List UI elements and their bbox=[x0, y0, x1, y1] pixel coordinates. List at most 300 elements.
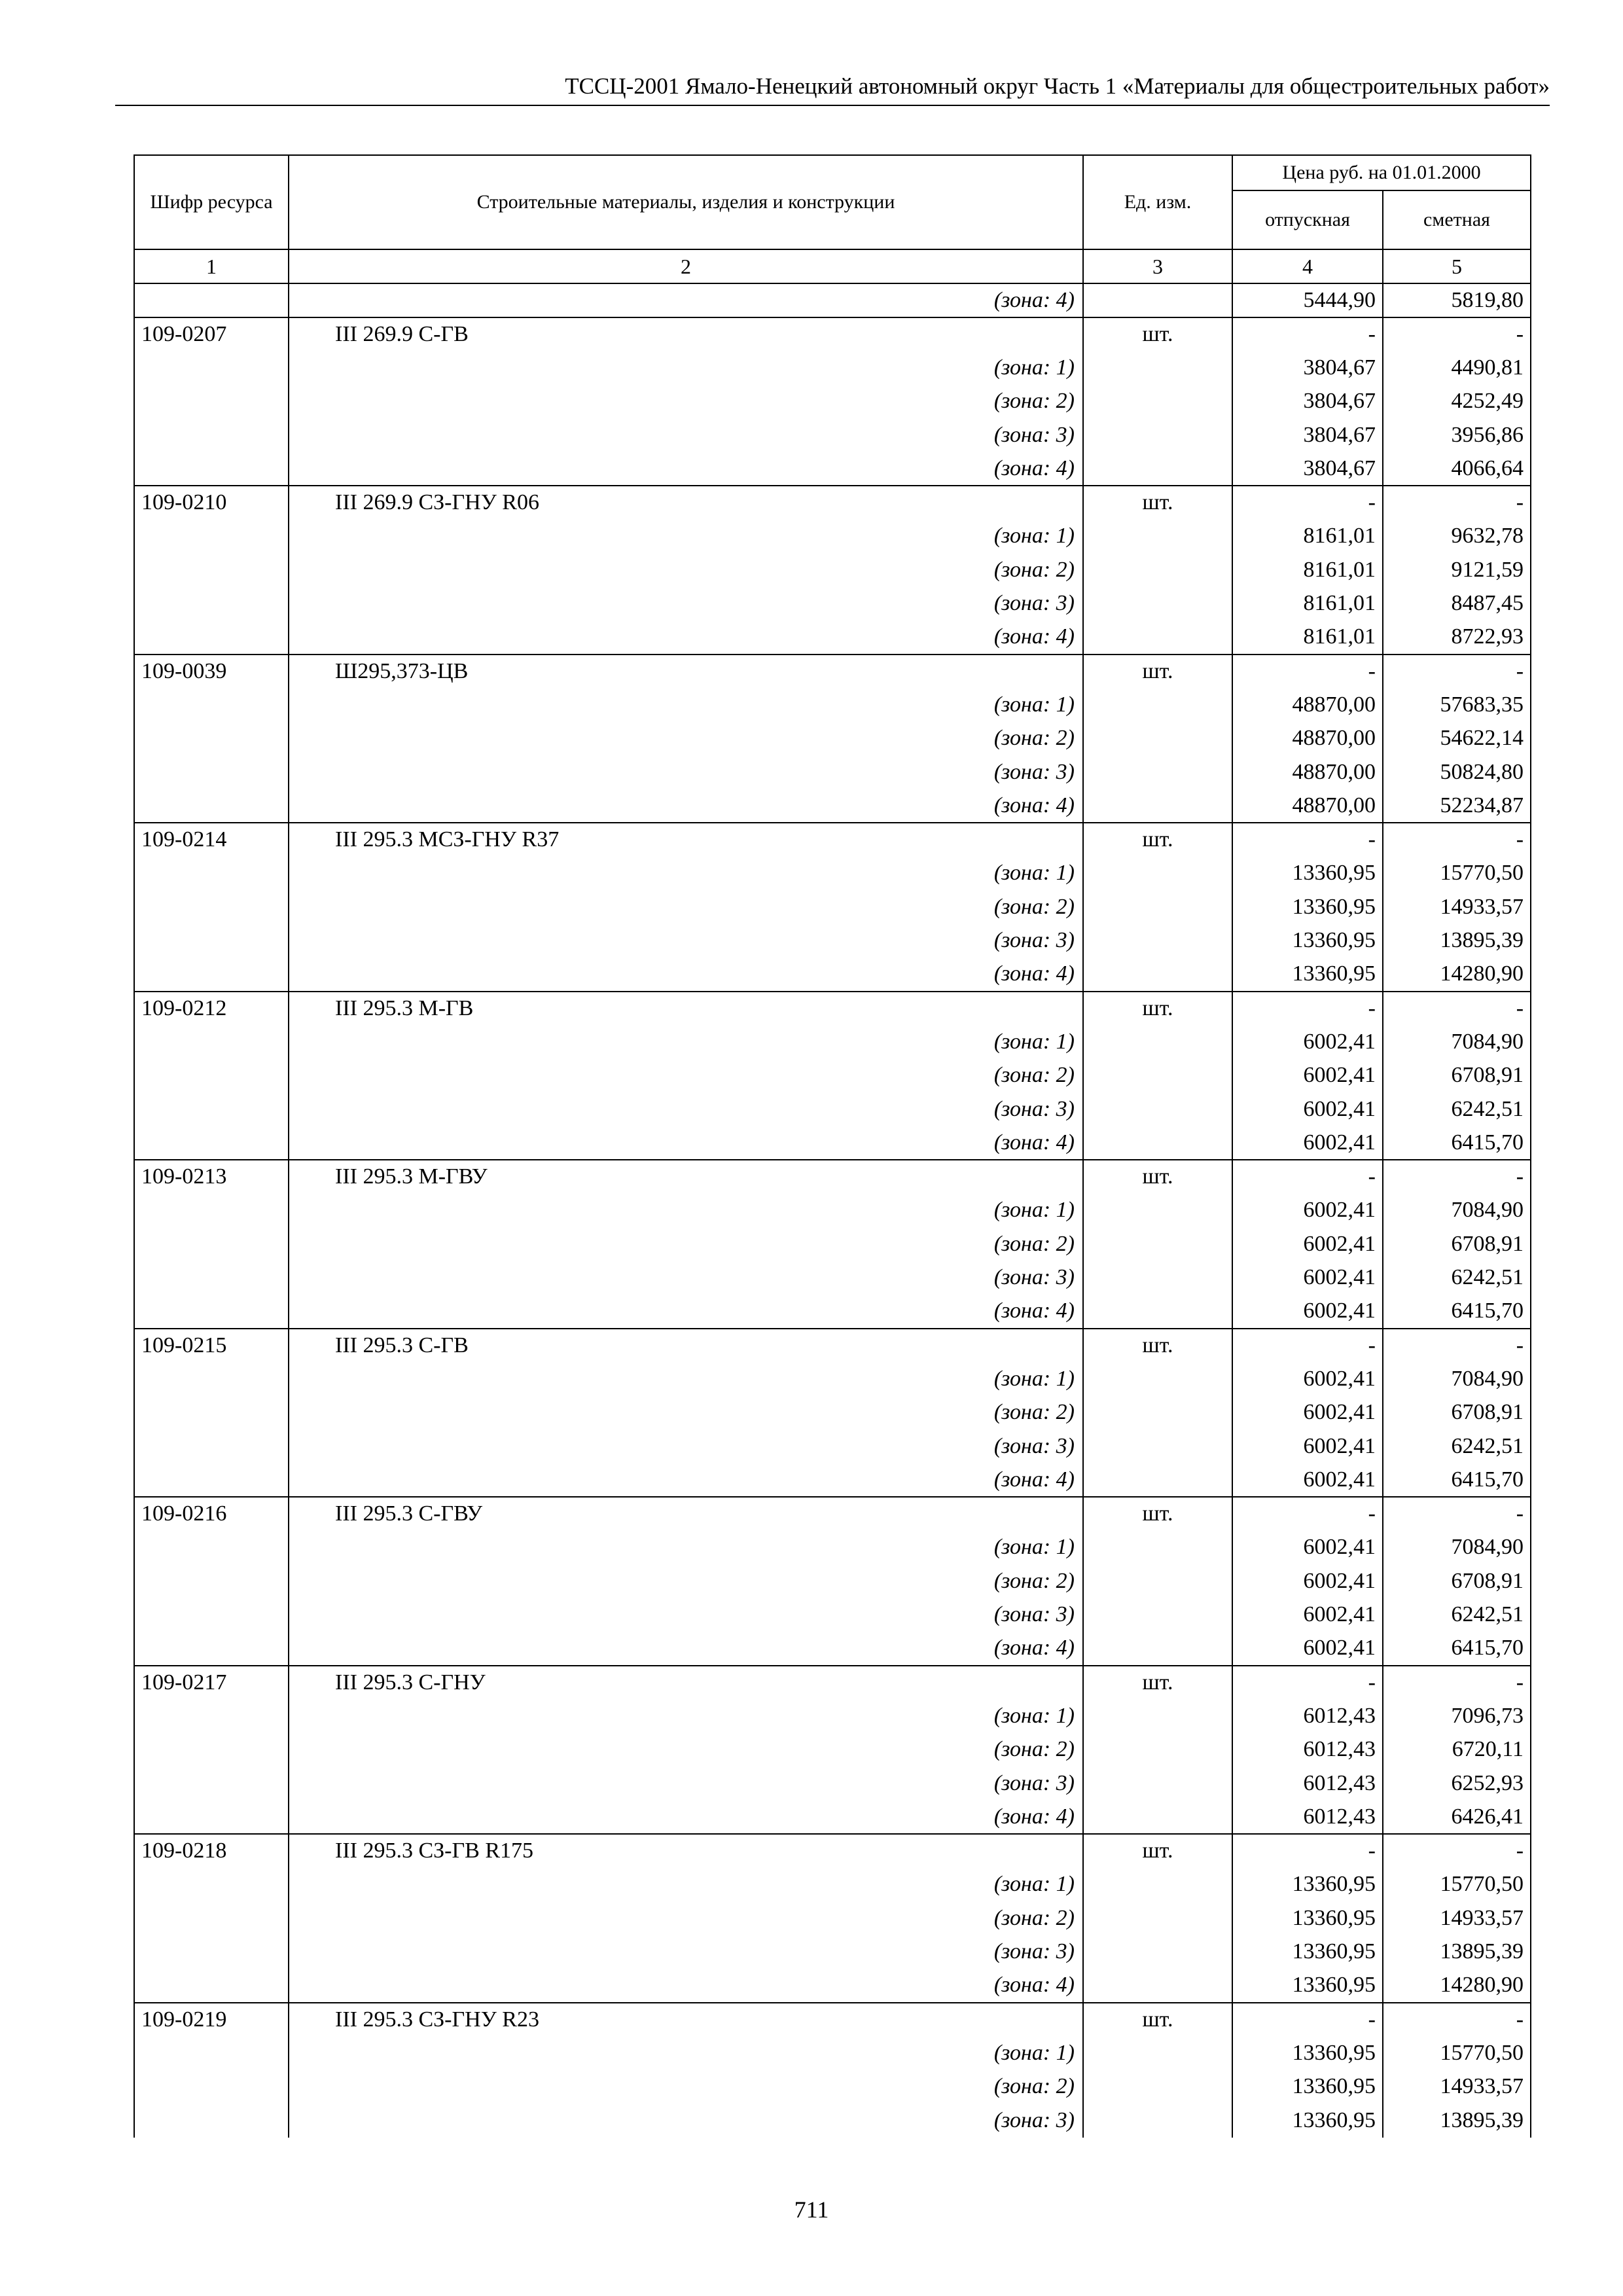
release-price-cell: 13360,95 bbox=[1232, 1901, 1383, 1935]
zone-cell: (зона: 1) bbox=[289, 1025, 1083, 1059]
code-cell bbox=[134, 2036, 289, 2070]
estimate-price-cell: - bbox=[1383, 1497, 1531, 1531]
code-cell bbox=[134, 1295, 289, 1329]
zone-cell: (зона: 4) bbox=[289, 452, 1083, 486]
unit-cell bbox=[1083, 1598, 1232, 1632]
zone-row bbox=[134, 958, 1531, 992]
estimate-price-cell: 9121,59 bbox=[1383, 553, 1531, 587]
code-cell bbox=[134, 1868, 289, 1902]
release-price-cell: 6012,43 bbox=[1232, 1733, 1383, 1767]
unit-cell bbox=[1083, 1059, 1232, 1093]
zone-row bbox=[134, 857, 1531, 891]
zone-row bbox=[134, 1801, 1531, 1835]
estimate-price-cell: 7084,90 bbox=[1383, 1194, 1531, 1228]
zone-row bbox=[134, 1935, 1531, 1969]
code-cell: 109-0213 bbox=[134, 1160, 289, 1194]
release-price-cell: 6002,41 bbox=[1232, 1227, 1383, 1261]
zone-cell: (зона: 4) bbox=[289, 789, 1083, 823]
unit-cell bbox=[1083, 1396, 1232, 1430]
unit-cell bbox=[1083, 2036, 1232, 2070]
unit-cell bbox=[1083, 553, 1232, 587]
header-release-price: отпускная bbox=[1232, 190, 1383, 249]
estimate-price-cell: - bbox=[1383, 1160, 1531, 1194]
release-price-cell: - bbox=[1232, 1666, 1383, 1700]
estimate-price-cell: - bbox=[1383, 1834, 1531, 1868]
column-number: 3 bbox=[1083, 249, 1232, 283]
estimate-price-cell: 15770,50 bbox=[1383, 1868, 1531, 1902]
zone-row bbox=[134, 1463, 1531, 1498]
material-name-cell: Ш295,373-ЦВ bbox=[289, 655, 1083, 689]
estimate-price-cell: 9632,78 bbox=[1383, 520, 1531, 554]
running-header: ТССЦ-2001 Ямало-Ненецкий автономный округ Часть 1 «Материалы для общестроительных работ» bbox=[565, 73, 1550, 99]
estimate-price-cell: 7084,90 bbox=[1383, 1531, 1531, 1565]
zone-cell: (зона: 2) bbox=[289, 1227, 1083, 1261]
zone-cell: (зона: 1) bbox=[289, 1362, 1083, 1396]
header-code: Шифр ресурса bbox=[134, 155, 289, 249]
column-number: 4 bbox=[1232, 249, 1383, 283]
zone-row bbox=[134, 1396, 1531, 1430]
zone-row bbox=[134, 1126, 1531, 1160]
code-cell bbox=[134, 1396, 289, 1430]
material-name-cell: III 269.9 СЗ-ГНУ R06 bbox=[289, 486, 1083, 520]
zone-cell: (зона: 3) bbox=[289, 1935, 1083, 1969]
code-cell bbox=[134, 1733, 289, 1767]
unit-cell bbox=[1083, 958, 1232, 992]
zone-cell: (зона: 4) bbox=[289, 958, 1083, 992]
table-row bbox=[134, 1329, 1531, 1363]
code-cell bbox=[134, 418, 289, 452]
code-cell: 109-0219 bbox=[134, 2003, 289, 2037]
unit-cell bbox=[1083, 2104, 1232, 2138]
estimate-price-cell: 52234,87 bbox=[1383, 789, 1531, 823]
zone-row bbox=[134, 1733, 1531, 1767]
zone-cell: (зона: 4) bbox=[289, 1295, 1083, 1329]
unit-cell: шт. bbox=[1083, 317, 1232, 351]
estimate-price-cell: - bbox=[1383, 486, 1531, 520]
unit-cell bbox=[1083, 1632, 1232, 1666]
table-row bbox=[134, 655, 1531, 689]
zone-row bbox=[134, 890, 1531, 924]
estimate-price-cell: 4066,64 bbox=[1383, 452, 1531, 486]
zone-cell: (зона: 4) bbox=[289, 283, 1083, 317]
unit-cell bbox=[1083, 1969, 1232, 2003]
code-cell: 109-0212 bbox=[134, 992, 289, 1026]
code-cell bbox=[134, 890, 289, 924]
zone-cell: (зона: 3) bbox=[289, 587, 1083, 621]
unit-cell bbox=[1083, 2070, 1232, 2104]
material-name-cell: III 269.9 С-ГВ bbox=[289, 317, 1083, 351]
unit-cell bbox=[1083, 722, 1232, 756]
estimate-price-cell: 6708,91 bbox=[1383, 1564, 1531, 1598]
column-number: 5 bbox=[1383, 249, 1531, 283]
zone-cell: (зона: 4) bbox=[289, 1969, 1083, 2003]
code-cell bbox=[134, 1531, 289, 1565]
zone-row bbox=[134, 688, 1531, 722]
estimate-price-cell: 15770,50 bbox=[1383, 857, 1531, 891]
zone-row bbox=[134, 1531, 1531, 1565]
unit-cell bbox=[1083, 1295, 1232, 1329]
release-price-cell: 13360,95 bbox=[1232, 890, 1383, 924]
estimate-price-cell: 8722,93 bbox=[1383, 620, 1531, 655]
table-header bbox=[134, 155, 1531, 283]
estimate-price-cell: 13895,39 bbox=[1383, 2104, 1531, 2138]
zone-cell: (зона: 4) bbox=[289, 1632, 1083, 1666]
release-price-cell: 3804,67 bbox=[1232, 351, 1383, 385]
estimate-price-cell: - bbox=[1383, 1329, 1531, 1363]
code-cell bbox=[134, 1801, 289, 1835]
estimate-price-cell: - bbox=[1383, 317, 1531, 351]
zone-cell: (зона: 1) bbox=[289, 1194, 1083, 1228]
estimate-price-cell: 13895,39 bbox=[1383, 924, 1531, 958]
code-cell bbox=[134, 452, 289, 486]
estimate-price-cell: 6415,70 bbox=[1383, 1295, 1531, 1329]
zone-row bbox=[134, 1699, 1531, 1733]
release-price-cell: - bbox=[1232, 823, 1383, 857]
zone-row bbox=[134, 520, 1531, 554]
unit-cell bbox=[1083, 755, 1232, 789]
table-row bbox=[134, 486, 1531, 520]
estimate-price-cell: 6708,91 bbox=[1383, 1396, 1531, 1430]
header-divider bbox=[115, 105, 1550, 106]
release-price-cell: 13360,95 bbox=[1232, 958, 1383, 992]
header-name: Строительные материалы, изделия и конструкции bbox=[289, 155, 1083, 249]
zone-cell: (зона: 3) bbox=[289, 1598, 1083, 1632]
unit-cell: шт. bbox=[1083, 1834, 1232, 1868]
release-price-cell: 8161,01 bbox=[1232, 553, 1383, 587]
unit-cell bbox=[1083, 1868, 1232, 1902]
zone-cell: (зона: 3) bbox=[289, 1429, 1083, 1463]
code-cell: 109-0218 bbox=[134, 1834, 289, 1868]
zone-cell: (зона: 2) bbox=[289, 1059, 1083, 1093]
release-price-cell: 6002,41 bbox=[1232, 1564, 1383, 1598]
zone-cell: (зона: 3) bbox=[289, 755, 1083, 789]
unit-cell: шт. bbox=[1083, 655, 1232, 689]
zone-row bbox=[134, 1969, 1531, 2003]
code-cell bbox=[134, 1767, 289, 1801]
code-cell bbox=[134, 1362, 289, 1396]
release-price-cell: 6002,41 bbox=[1232, 1598, 1383, 1632]
release-price-cell: 13360,95 bbox=[1232, 2070, 1383, 2104]
unit-cell bbox=[1083, 1531, 1232, 1565]
code-cell bbox=[134, 1935, 289, 1969]
unit-cell bbox=[1083, 520, 1232, 554]
table-row bbox=[134, 992, 1531, 1026]
release-price-cell: 6002,41 bbox=[1232, 1092, 1383, 1126]
unit-cell bbox=[1083, 385, 1232, 419]
table-row bbox=[134, 1160, 1531, 1194]
unit-cell bbox=[1083, 351, 1232, 385]
zone-cell: (зона: 2) bbox=[289, 1396, 1083, 1430]
table-row bbox=[134, 823, 1531, 857]
release-price-cell: - bbox=[1232, 1160, 1383, 1194]
code-cell bbox=[134, 958, 289, 992]
zone-cell: (зона: 4) bbox=[289, 1801, 1083, 1835]
estimate-price-cell: - bbox=[1383, 823, 1531, 857]
release-price-cell: 13360,95 bbox=[1232, 924, 1383, 958]
zone-row bbox=[134, 1767, 1531, 1801]
unit-cell bbox=[1083, 890, 1232, 924]
release-price-cell: 8161,01 bbox=[1232, 587, 1383, 621]
code-cell: 109-0214 bbox=[134, 823, 289, 857]
code-cell bbox=[134, 1463, 289, 1498]
estimate-price-cell: 6708,91 bbox=[1383, 1227, 1531, 1261]
code-cell bbox=[134, 2070, 289, 2104]
code-cell bbox=[134, 385, 289, 419]
code-cell: 109-0210 bbox=[134, 486, 289, 520]
unit-cell bbox=[1083, 1901, 1232, 1935]
code-cell bbox=[134, 924, 289, 958]
zone-cell: (зона: 3) bbox=[289, 1092, 1083, 1126]
zone-row bbox=[134, 385, 1531, 419]
zone-cell: (зона: 2) bbox=[289, 1901, 1083, 1935]
material-name-cell: III 295.3 С-ГВУ bbox=[289, 1497, 1083, 1531]
zone-cell: (зона: 1) bbox=[289, 351, 1083, 385]
estimate-price-cell: - bbox=[1383, 992, 1531, 1026]
estimate-price-cell: 50824,80 bbox=[1383, 755, 1531, 789]
table-row bbox=[134, 1834, 1531, 1868]
table-body bbox=[134, 283, 1531, 2138]
code-cell bbox=[134, 587, 289, 621]
zone-cell: (зона: 2) bbox=[289, 1733, 1083, 1767]
code-cell bbox=[134, 1564, 289, 1598]
code-cell bbox=[134, 1598, 289, 1632]
zone-row bbox=[134, 1362, 1531, 1396]
release-price-cell: 6002,41 bbox=[1232, 1396, 1383, 1430]
estimate-price-cell: 57683,35 bbox=[1383, 688, 1531, 722]
header-estimate-price: сметная bbox=[1383, 190, 1531, 249]
estimate-price-cell: 7096,73 bbox=[1383, 1699, 1531, 1733]
estimate-price-cell: 6242,51 bbox=[1383, 1261, 1531, 1295]
zone-row bbox=[134, 2104, 1531, 2138]
zone-cell: (зона: 2) bbox=[289, 722, 1083, 756]
zone-row bbox=[134, 620, 1531, 655]
code-cell bbox=[134, 1632, 289, 1666]
unit-cell: шт. bbox=[1083, 2003, 1232, 2037]
estimate-price-cell: 7084,90 bbox=[1383, 1025, 1531, 1059]
estimate-price-cell: 14933,57 bbox=[1383, 890, 1531, 924]
zone-row bbox=[134, 1564, 1531, 1598]
code-cell bbox=[134, 722, 289, 756]
zone-row bbox=[134, 755, 1531, 789]
unit-cell bbox=[1083, 1935, 1232, 1969]
zone-cell: (зона: 1) bbox=[289, 857, 1083, 891]
material-name-cell: III 295.3 МСЗ-ГНУ R37 bbox=[289, 823, 1083, 857]
estimate-price-cell: 6415,70 bbox=[1383, 1126, 1531, 1160]
release-price-cell: 6012,43 bbox=[1232, 1801, 1383, 1835]
unit-cell: шт. bbox=[1083, 486, 1232, 520]
release-price-cell: - bbox=[1232, 2003, 1383, 2037]
unit-cell bbox=[1083, 924, 1232, 958]
release-price-cell: 13360,95 bbox=[1232, 1935, 1383, 1969]
material-name-cell: III 295.3 СЗ-ГВ R175 bbox=[289, 1834, 1083, 1868]
release-price-cell: - bbox=[1232, 1497, 1383, 1531]
release-price-cell: 13360,95 bbox=[1232, 2104, 1383, 2138]
release-price-cell: 6012,43 bbox=[1232, 1767, 1383, 1801]
unit-cell bbox=[1083, 1564, 1232, 1598]
code-cell bbox=[134, 620, 289, 655]
code-cell bbox=[134, 755, 289, 789]
zone-cell: (зона: 4) bbox=[289, 1463, 1083, 1498]
release-price-cell: 6002,41 bbox=[1232, 1194, 1383, 1228]
estimate-price-cell: - bbox=[1383, 655, 1531, 689]
zone-row bbox=[134, 1632, 1531, 1666]
material-name-cell: III 295.3 С-ГНУ bbox=[289, 1666, 1083, 1700]
zone-row bbox=[134, 1227, 1531, 1261]
release-price-cell: 8161,01 bbox=[1232, 620, 1383, 655]
zone-row bbox=[134, 418, 1531, 452]
unit-cell bbox=[1083, 620, 1232, 655]
release-price-cell: 3804,67 bbox=[1232, 418, 1383, 452]
material-name-cell: III 295.3 С-ГВ bbox=[289, 1329, 1083, 1363]
release-price-cell: 8161,01 bbox=[1232, 520, 1383, 554]
release-price-cell: - bbox=[1232, 317, 1383, 351]
estimate-price-cell: 5819,80 bbox=[1383, 283, 1531, 317]
code-cell: 109-0216 bbox=[134, 1497, 289, 1531]
column-number: 2 bbox=[289, 249, 1083, 283]
release-price-cell: 6002,41 bbox=[1232, 1025, 1383, 1059]
unit-cell bbox=[1083, 1767, 1232, 1801]
estimate-price-cell: 7084,90 bbox=[1383, 1362, 1531, 1396]
unit-cell bbox=[1083, 587, 1232, 621]
unit-cell bbox=[1083, 1463, 1232, 1498]
unit-cell bbox=[1083, 1025, 1232, 1059]
unit-cell bbox=[1083, 1733, 1232, 1767]
zone-cell: (зона: 2) bbox=[289, 553, 1083, 587]
code-cell: 109-0039 bbox=[134, 655, 289, 689]
release-price-cell: 13360,95 bbox=[1232, 2036, 1383, 2070]
release-price-cell: 48870,00 bbox=[1232, 722, 1383, 756]
release-price-cell: 48870,00 bbox=[1232, 755, 1383, 789]
estimate-price-cell: 6426,41 bbox=[1383, 1801, 1531, 1835]
code-cell bbox=[134, 283, 289, 317]
release-price-cell: - bbox=[1232, 1329, 1383, 1363]
estimate-price-cell: 6708,91 bbox=[1383, 1059, 1531, 1093]
unit-cell: шт. bbox=[1083, 992, 1232, 1026]
code-cell: 109-0215 bbox=[134, 1329, 289, 1363]
estimate-price-cell: - bbox=[1383, 1666, 1531, 1700]
zone-row bbox=[134, 1429, 1531, 1463]
code-cell: 109-0217 bbox=[134, 1666, 289, 1700]
code-cell bbox=[134, 1194, 289, 1228]
release-price-cell: 6002,41 bbox=[1232, 1463, 1383, 1498]
code-cell bbox=[134, 789, 289, 823]
unit-cell bbox=[1083, 1194, 1232, 1228]
unit-cell bbox=[1083, 418, 1232, 452]
zone-row bbox=[134, 1261, 1531, 1295]
zone-cell: (зона: 3) bbox=[289, 418, 1083, 452]
code-cell bbox=[134, 1901, 289, 1935]
code-cell bbox=[134, 1429, 289, 1463]
estimate-price-cell: 14933,57 bbox=[1383, 1901, 1531, 1935]
unit-cell bbox=[1083, 1261, 1232, 1295]
release-price-cell: - bbox=[1232, 992, 1383, 1026]
release-price-cell: 3804,67 bbox=[1232, 452, 1383, 486]
unit-cell bbox=[1083, 452, 1232, 486]
estimate-price-cell: 14280,90 bbox=[1383, 1969, 1531, 2003]
code-cell bbox=[134, 857, 289, 891]
code-cell bbox=[134, 1126, 289, 1160]
table-row bbox=[134, 317, 1531, 351]
zone-cell: (зона: 1) bbox=[289, 520, 1083, 554]
unit-cell bbox=[1083, 1126, 1232, 1160]
code-cell bbox=[134, 688, 289, 722]
table-row bbox=[134, 1497, 1531, 1531]
zone-row bbox=[134, 553, 1531, 587]
unit-cell bbox=[1083, 1429, 1232, 1463]
header-price-group: Цена руб. на 01.01.2000 bbox=[1232, 155, 1531, 190]
release-price-cell: 13360,95 bbox=[1232, 1969, 1383, 2003]
code-cell bbox=[134, 520, 289, 554]
release-price-cell: 48870,00 bbox=[1232, 688, 1383, 722]
zone-cell: (зона: 3) bbox=[289, 1767, 1083, 1801]
release-price-cell: - bbox=[1232, 1834, 1383, 1868]
material-name-cell: III 295.3 М-ГВУ bbox=[289, 1160, 1083, 1194]
estimate-price-cell: 8487,45 bbox=[1383, 587, 1531, 621]
zone-row bbox=[134, 2070, 1531, 2104]
estimate-price-cell: 6415,70 bbox=[1383, 1463, 1531, 1498]
carry-over-row bbox=[134, 283, 1531, 317]
zone-cell: (зона: 2) bbox=[289, 890, 1083, 924]
estimate-price-cell: 6242,51 bbox=[1383, 1092, 1531, 1126]
table-row bbox=[134, 2003, 1531, 2037]
code-cell bbox=[134, 1092, 289, 1126]
unit-cell: шт. bbox=[1083, 1160, 1232, 1194]
estimate-price-cell: 6252,93 bbox=[1383, 1767, 1531, 1801]
zone-cell: (зона: 1) bbox=[289, 1531, 1083, 1565]
release-price-cell: 6002,41 bbox=[1232, 1261, 1383, 1295]
unit-cell bbox=[1083, 857, 1232, 891]
zone-row bbox=[134, 2036, 1531, 2070]
estimate-price-cell: 6415,70 bbox=[1383, 1632, 1531, 1666]
zone-row bbox=[134, 1092, 1531, 1126]
zone-cell: (зона: 2) bbox=[289, 1564, 1083, 1598]
material-name-cell: III 295.3 М-ГВ bbox=[289, 992, 1083, 1026]
code-cell bbox=[134, 1227, 289, 1261]
estimate-price-cell: 6242,51 bbox=[1383, 1598, 1531, 1632]
zone-row bbox=[134, 351, 1531, 385]
code-cell bbox=[134, 2104, 289, 2138]
unit-cell: шт. bbox=[1083, 1497, 1232, 1531]
zone-row bbox=[134, 924, 1531, 958]
release-price-cell: 48870,00 bbox=[1232, 789, 1383, 823]
zone-row bbox=[134, 1598, 1531, 1632]
estimate-price-cell: 6242,51 bbox=[1383, 1429, 1531, 1463]
zone-cell: (зона: 3) bbox=[289, 924, 1083, 958]
code-cell bbox=[134, 1969, 289, 2003]
release-price-cell: 6002,41 bbox=[1232, 1295, 1383, 1329]
release-price-cell: 6002,41 bbox=[1232, 1362, 1383, 1396]
release-price-cell: 3804,67 bbox=[1232, 385, 1383, 419]
release-price-cell: - bbox=[1232, 486, 1383, 520]
unit-cell bbox=[1083, 283, 1232, 317]
release-price-cell: 6002,41 bbox=[1232, 1126, 1383, 1160]
zone-row bbox=[134, 452, 1531, 486]
estimate-price-cell: 3956,86 bbox=[1383, 418, 1531, 452]
estimate-price-cell: 14280,90 bbox=[1383, 958, 1531, 992]
zone-row bbox=[134, 1901, 1531, 1935]
release-price-cell: 13360,95 bbox=[1232, 857, 1383, 891]
unit-cell bbox=[1083, 1362, 1232, 1396]
zone-cell: (зона: 1) bbox=[289, 2036, 1083, 2070]
zone-cell: (зона: 2) bbox=[289, 2070, 1083, 2104]
code-cell: 109-0207 bbox=[134, 317, 289, 351]
unit-cell bbox=[1083, 1092, 1232, 1126]
header-unit: Ед. изм. bbox=[1083, 155, 1232, 249]
unit-cell bbox=[1083, 688, 1232, 722]
zone-cell: (зона: 1) bbox=[289, 1699, 1083, 1733]
zone-cell: (зона: 3) bbox=[289, 1261, 1083, 1295]
release-price-cell: - bbox=[1232, 655, 1383, 689]
